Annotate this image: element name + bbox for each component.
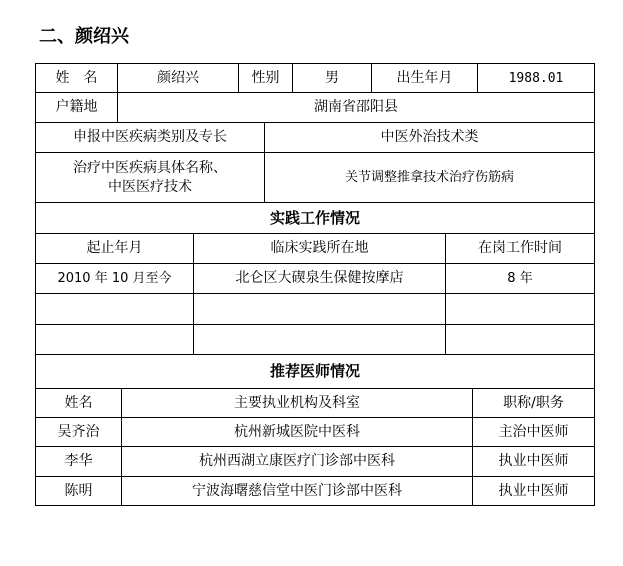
recommend-header-name: 姓名 bbox=[35, 388, 122, 418]
recommend-row-3-title: 执业中医师 bbox=[472, 476, 595, 506]
origin-value: 湖南省邵阳县 bbox=[117, 92, 595, 123]
practice-row-1-period: 2010 年 10 月至今 bbox=[35, 263, 194, 294]
treatment-label-line2: 中医医疗技术 bbox=[108, 178, 192, 195]
practice-row-3-location bbox=[193, 324, 446, 355]
practice-header-period: 起止年月 bbox=[35, 233, 194, 264]
gender-value: 男 bbox=[292, 63, 372, 93]
recommend-header-institution: 主要执业机构及科室 bbox=[121, 388, 473, 418]
practice-header-duration: 在岗工作时间 bbox=[445, 233, 595, 264]
recommend-header-title: 职称/职务 bbox=[472, 388, 595, 418]
recommend-row-1-title: 主治中医师 bbox=[472, 417, 595, 447]
practice-row-1-duration: 8 年 bbox=[445, 263, 595, 294]
recommend-row-3-name: 陈明 bbox=[35, 476, 122, 506]
page-heading: 二、颜绍兴 bbox=[39, 26, 129, 47]
practice-row-3-duration bbox=[445, 324, 595, 355]
name-value: 颜绍兴 bbox=[117, 63, 239, 93]
origin-label: 户籍地 bbox=[35, 92, 118, 123]
gender-label: 性别 bbox=[238, 63, 293, 93]
practice-header-location: 临床实践所在地 bbox=[193, 233, 446, 264]
practice-row-2-location bbox=[193, 293, 446, 325]
recommend-row-1-name: 吴齐治 bbox=[35, 417, 122, 447]
name-label: 姓 名 bbox=[35, 63, 118, 93]
practice-row-3-period bbox=[35, 324, 194, 355]
category-value: 中医外治技术类 bbox=[264, 122, 595, 153]
practice-row-2-period bbox=[35, 293, 194, 325]
practice-section-title: 实践工作情况 bbox=[35, 202, 595, 234]
recommend-section-title: 推荐医师情况 bbox=[35, 354, 595, 389]
treatment-label bbox=[35, 152, 265, 203]
recommend-row-2-institution: 杭州西湖立康医疗门诊部中医科 bbox=[121, 446, 473, 477]
recommend-row-2-title: 执业中医师 bbox=[472, 446, 595, 477]
recommend-row-3-institution: 宁波海曙慈信堂中医门诊部中医科 bbox=[121, 476, 473, 506]
recommend-row-1-institution: 杭州新城医院中医科 bbox=[121, 417, 473, 447]
birth-label: 出生年月 bbox=[371, 63, 478, 93]
category-label: 申报中医疾病类别及专长 bbox=[35, 122, 265, 153]
recommend-row-2-name: 李华 bbox=[35, 446, 122, 477]
treatment-label-line1: 治疗中医疾病具体名称、 bbox=[73, 159, 227, 176]
treatment-value: 关节调整推拿技术治疗伤筋病 bbox=[264, 152, 595, 203]
practice-row-2-duration bbox=[445, 293, 595, 325]
birth-value: 1988.01 bbox=[477, 63, 595, 93]
practice-row-1-location: 北仑区大碶泉生保健按摩店 bbox=[193, 263, 446, 294]
applicant-form bbox=[35, 63, 595, 506]
